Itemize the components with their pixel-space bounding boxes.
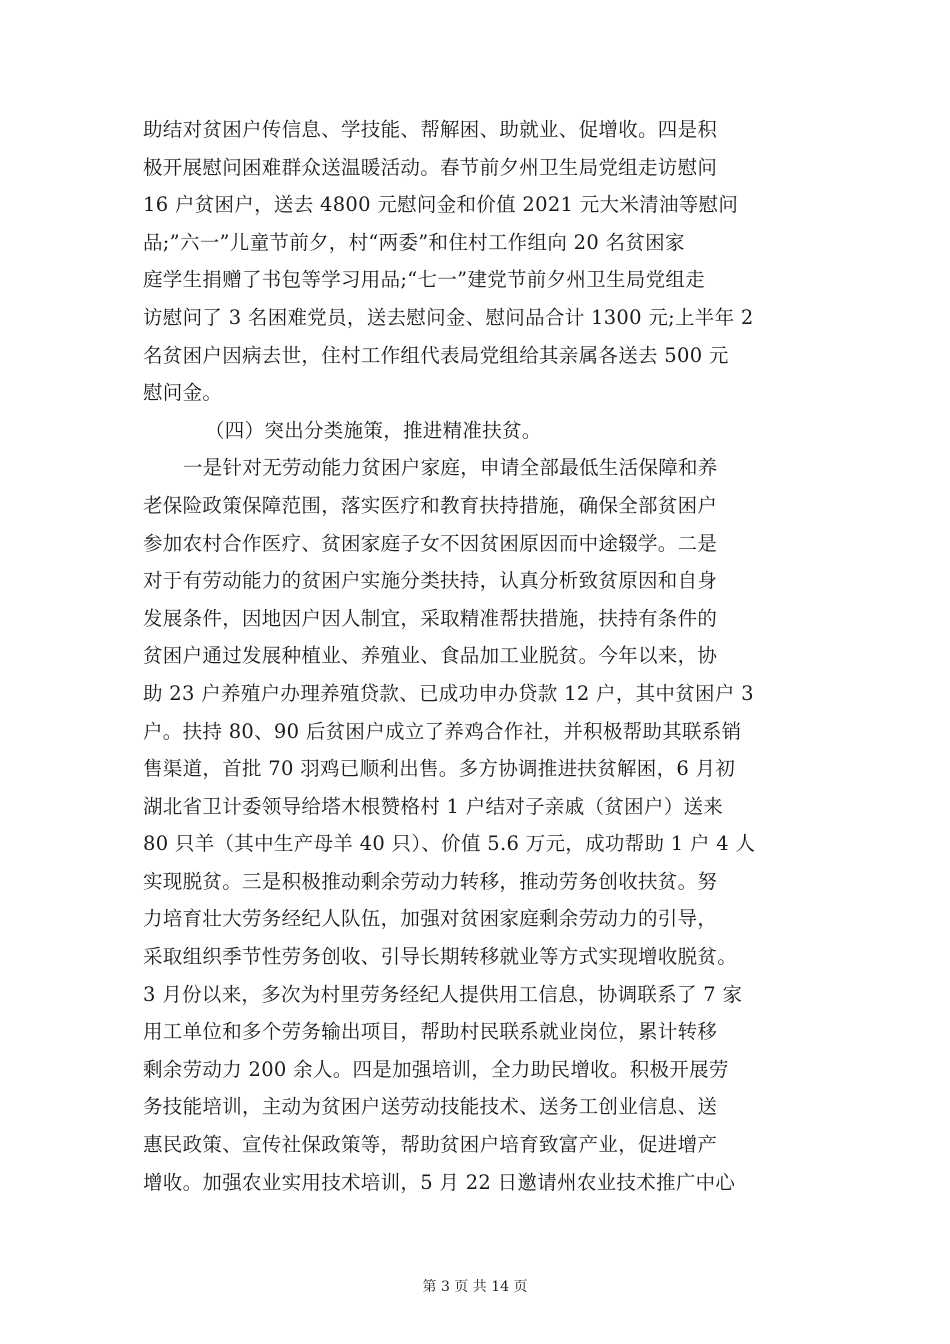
text-line: 力培育壮大劳务经纪人队伍，加强对贫困家庭剩余劳动力的引导，: [143, 907, 718, 931]
text-line: 实现脱贫。三是积极推动剩余劳动力转移，推动劳务创收扶贫。努: [143, 869, 718, 893]
text-line: 名贫困户因病去世，住村工作组代表局党组给其亲属各送去 500 元: [143, 343, 729, 367]
text-line: 剩余劳动力 200 余人。四是加强培训，全力助民增收。积极开展劳: [143, 1057, 729, 1081]
text-line: 慰问金。: [143, 381, 223, 405]
text-line: 贫困户通过发展种植业、养殖业、食品加工业脱贫。今年以来，协: [143, 644, 718, 668]
text-line: 售渠道，首批 70 羽鸡已顺利出售。多方协调推进扶贫解困，6 月初: [143, 757, 736, 781]
text-line: 访慰问了 3 名困难党员，送去慰问金、慰问品合计 1300 元;上半年 2: [143, 305, 754, 329]
text-line: 用工单位和多个劳务输出项目，帮助村民联系就业岗位，累计转移: [143, 1020, 718, 1044]
text-line: 老保险政策保障范围，落实医疗和教育扶持措施，确保全部贫困户: [143, 493, 718, 517]
text-line: 务技能培训，主动为贫困户送劳动技能技术、送务工创业信息、送: [143, 1095, 718, 1119]
paragraph-first-line: 一是针对无劳动能力贫困户家庭，申请全部最低生活保障和养: [183, 456, 718, 480]
text-line: 助结对贫困户传信息、学技能、帮解困、助就业、促增收。四是积: [143, 118, 718, 141]
text-line: 3 月份以来，多次为村里劳务经纪人提供用工信息，协调联系了 7 家: [143, 982, 743, 1006]
text-line: 80 只羊（其中生产母羊 40 只）、价值 5.6 万元，成功帮助 1 户 4 人: [143, 832, 756, 856]
text-line: 极开展慰问困难群众送温暖活动。春节前夕州卫生局党组走访慰问: [143, 155, 718, 179]
text-line: 户。扶持 80、90 后贫困户成立了养鸡合作社，并积极帮助其联系销: [143, 719, 742, 743]
text-line: 参加农村合作医疗、贫困家庭子女不因贫困原因而中途辍学。二是: [143, 531, 718, 555]
text-line: 惠民政策、宣传社保政策等，帮助贫困户培育致富产业，促进增产: [143, 1133, 718, 1157]
document-body: [143, 111, 808, 1201]
text-line: 助 23 户养殖户办理养殖贷款、已成功申办贷款 12 户，其中贫困户 3: [143, 681, 754, 705]
section-heading: （四）突出分类施策，推进精准扶贫。: [205, 418, 542, 442]
text-line: 采取组织季节性劳务创收、引导长期转移就业等方式实现增收脱贫。: [143, 945, 738, 969]
text-line: 对于有劳动能力的贫困户实施分类扶持，认真分析致贫原因和自身: [143, 569, 718, 593]
text-line: 庭学生捐赠了书包等学习用品;“七一”建党节前夕州卫生局党组走: [143, 268, 706, 292]
page-number: 第 3 页 共 14 页: [422, 1279, 528, 1295]
text-line: 发展条件，因地因户因人制宜，采取精准帮扶措施，扶持有条件的: [143, 606, 718, 630]
text-line: 湖北省卫计委领导给塔木根赞格村 1 户结对子亲戚（贫困户）送来: [143, 794, 724, 818]
text-line: 16 户贫困户，送去 4800 元慰问金和价值 2021 元大米清油等慰问: [143, 193, 739, 217]
text-line: 品;”六一”儿童节前夕，村“两委”和住村工作组向 20 名贫困家: [143, 230, 685, 254]
text-line: 增收。加强农业实用技术培训，5 月 22 日邀请州农业技术推广中心: [143, 1170, 736, 1194]
